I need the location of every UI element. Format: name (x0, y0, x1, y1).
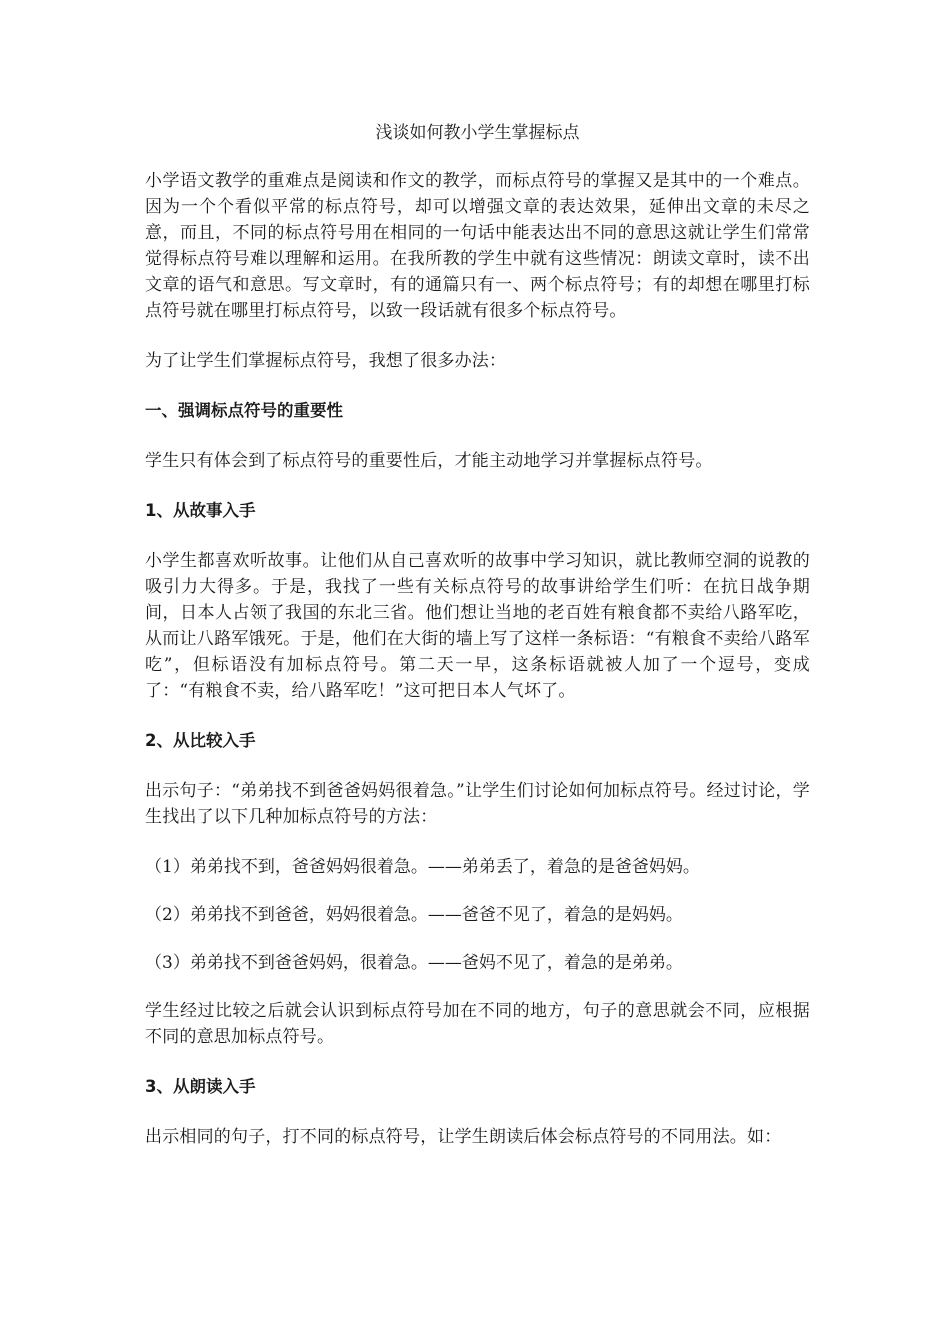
methods-intro-paragraph: 为了让学生们掌握标点符号，我想了很多办法： (145, 351, 507, 371)
section-importance-paragraph: 学生只有体会到了标点符号的重要性后，才能主动地学习并掌握标点符号。 (145, 451, 713, 471)
reading-paragraph: 出示相同的句子，打不同的标点符号，让学生朗读后体会标点符号的不同用法。如： (145, 1127, 782, 1147)
subsection-heading-story: 1、从故事入手 (145, 501, 256, 520)
subsection-heading-reading: 3、从朗读入手 (145, 1077, 256, 1096)
example-line: （2）弟弟找不到爸爸，妈妈很着急。——爸爸不见了，着急的是妈妈。 (145, 905, 683, 925)
compare-conclusion-paragraph: 学生经过比较之后就会认识到标点符号加在不同的地方，句子的意思就会不同，应根据不同的意思加标点符号。 (145, 1001, 810, 1047)
example-line: （1）弟弟找不到，爸爸妈妈很着急。——弟弟丢了，着急的是爸爸妈妈。 (145, 857, 700, 877)
compare-paragraph: 出示句子：“弟弟找不到爸爸妈妈很着急。”让学生们讨论如何加标点符号。经过讨论，学生找出了以下几种加标点符号的方法： (145, 781, 810, 827)
section-heading-importance: 一、强调标点符号的重要性 (145, 401, 343, 420)
subsection-heading-compare: 2、从比较入手 (145, 731, 256, 750)
story-paragraph: 小学生都喜欢听故事。让他们从自己喜欢听的故事中学习知识，就比教师空洞的说教的吸引力大得多。于是，我找了一些有关标点符号的故事讲给学生们听：在抗日战争期间，日本人占领了我国的东北三省。他们想让当地的老百姓有粮食都不卖给八路军吃，从而让八路军饿死。于是，他们在大街的墙上写了这样一条标语：“有粮食不卖给八路军吃”，但标语没有加标点符号。第二天一早，这条标语就被人加了一个逗号，变成了：“有粮食不卖，给八路军吃！”这可把日本人气坏了。 (145, 551, 810, 701)
document-title: 浅谈如何教小学生掌握标点 (375, 123, 580, 143)
intro-paragraph: 小学语文教学的重难点是阅读和作文的教学，而标点符号的掌握又是其中的一个难点。因为一个个看似平常的标点符号，却可以增强文章的表达效果，延伸出文章的未尽之意，而且，不同的标点符号用在相同的一句话中能表达出不同的意思这就让学生们常常觉得标点符号难以理解和运用。在我所教的学生中就有这些情况：朗读文章时，读不出文章的语气和意思。写文章时，有的通篇只有一、两个标点符号；有的却想在哪里打标点符号就在哪里打标点符号，以致一段话就有很多个标点符号。 (145, 171, 810, 321)
document-body (145, 120, 810, 1174)
example-line: （3）弟弟找不到爸爸妈妈，很着急。——爸妈不见了，着急的是弟弟。 (145, 953, 683, 973)
